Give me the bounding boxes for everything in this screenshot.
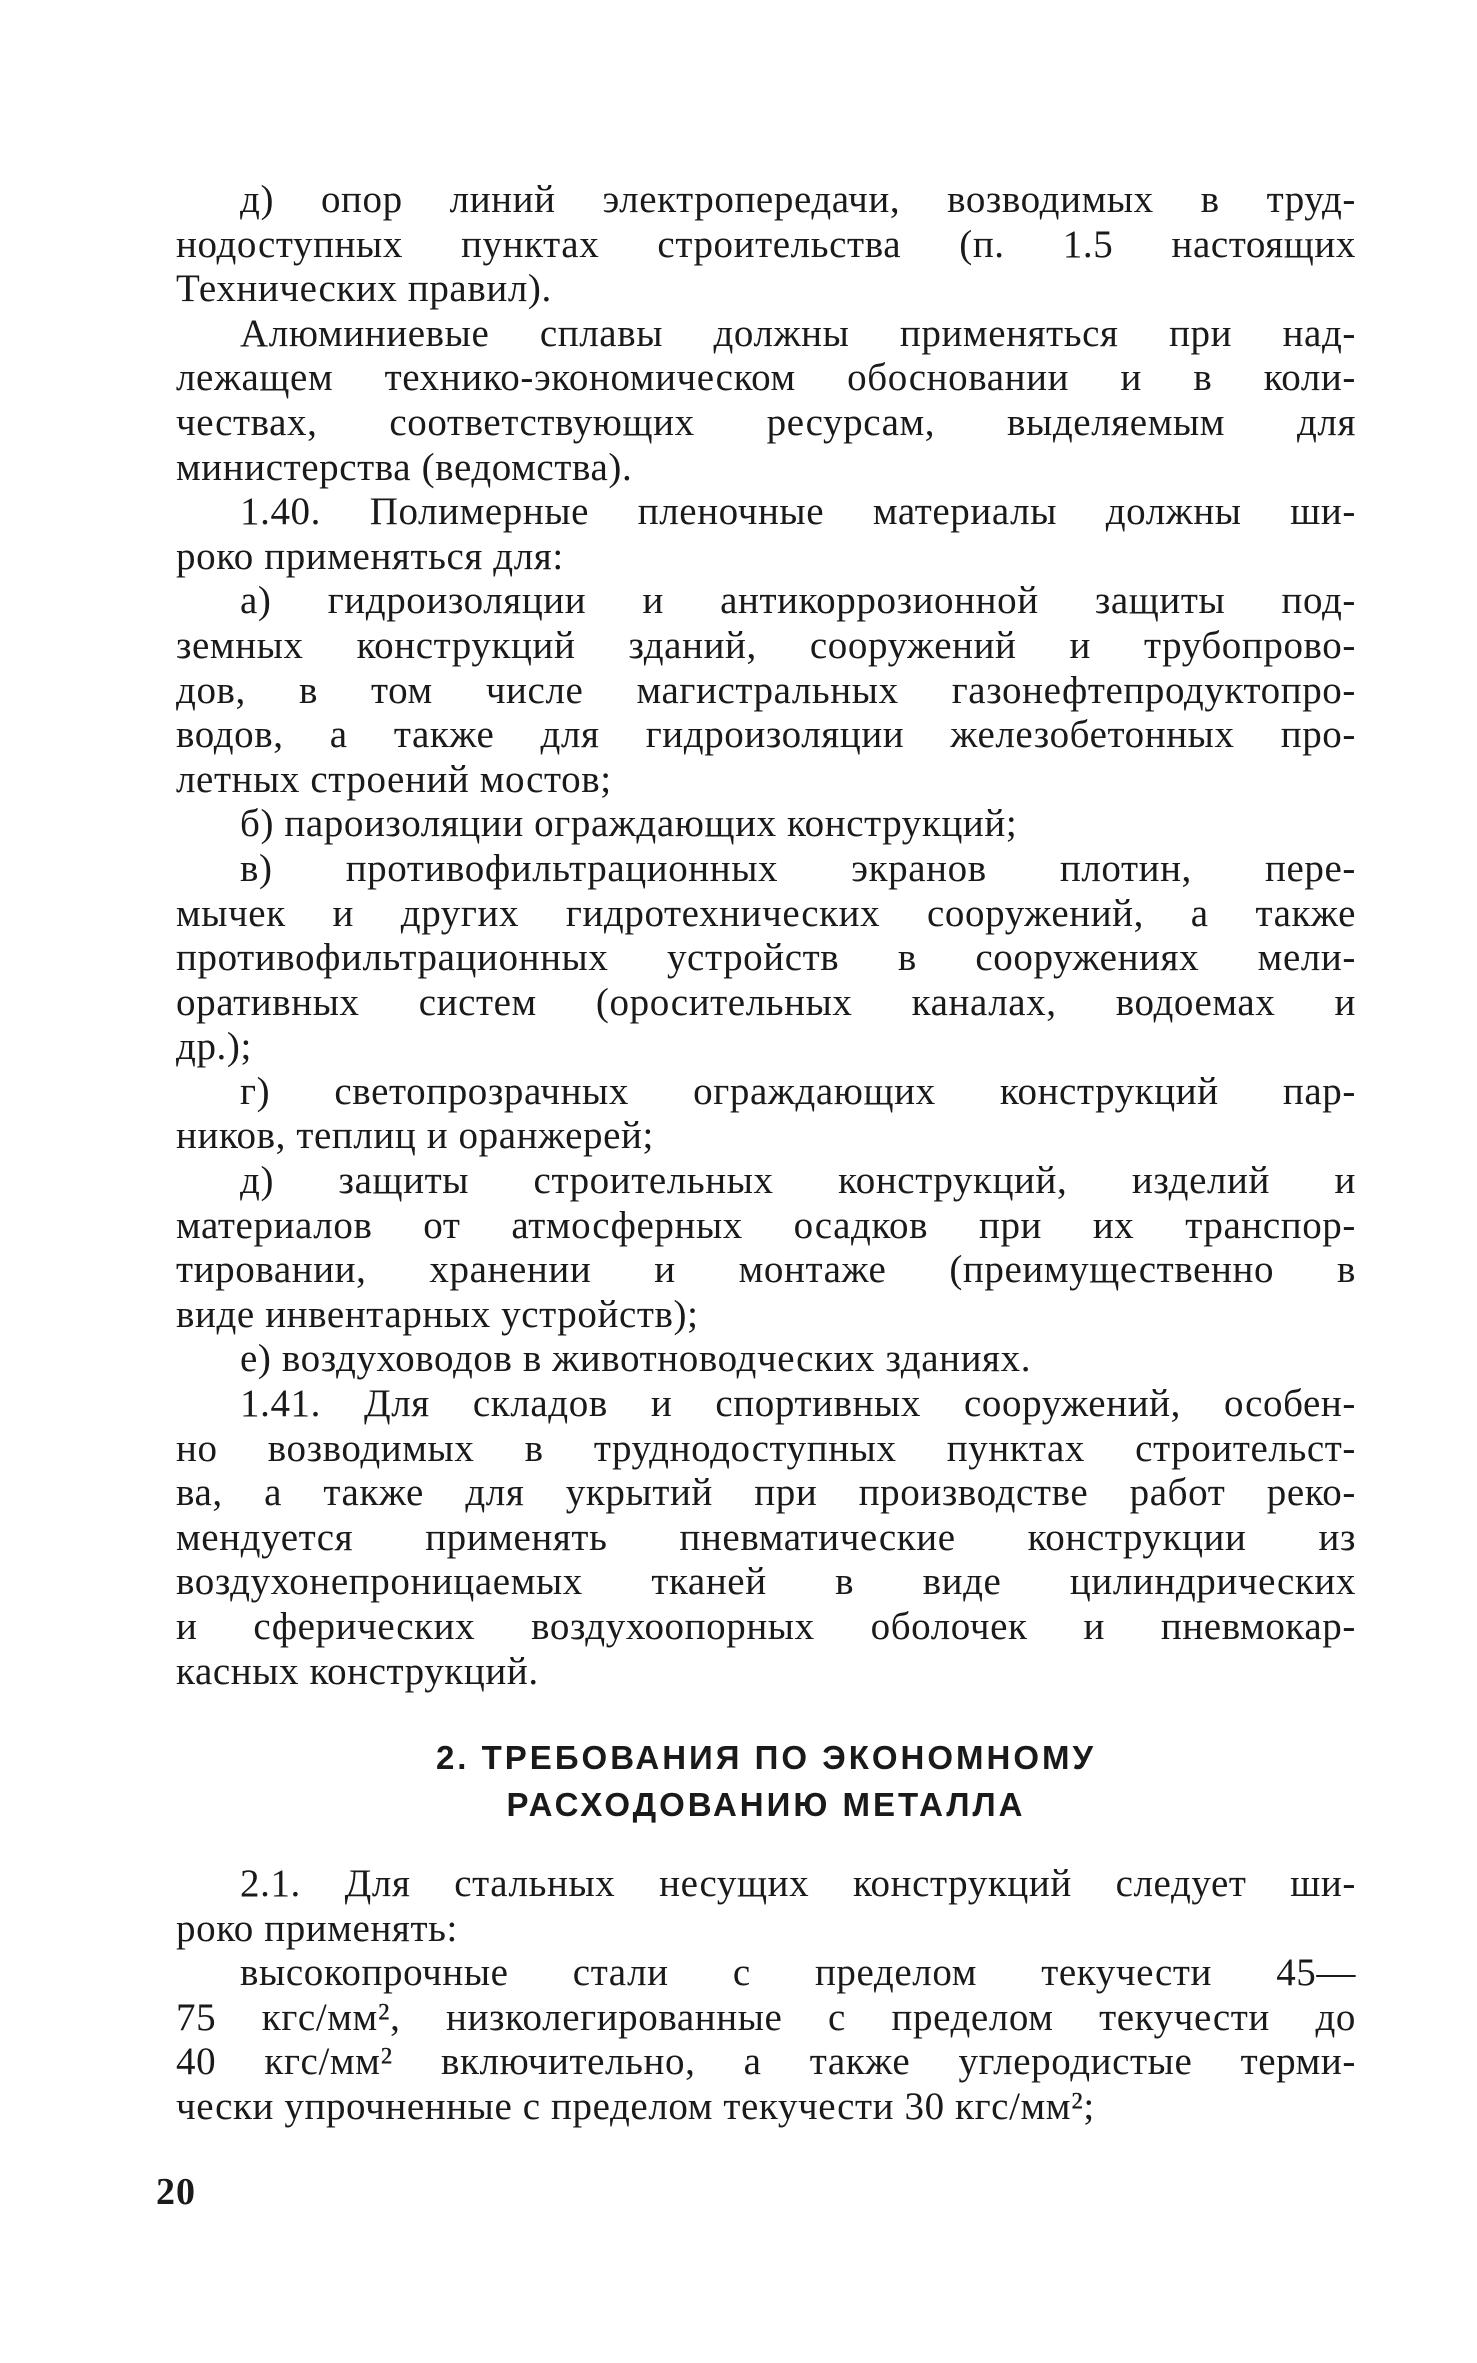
- text-line: е) воздуховодов в животноводческих зданиях.: [240, 1337, 1032, 1381]
- section-heading-line-2: РАСХОДОВАНИЮ МЕТАЛЛА: [506, 1786, 1026, 1823]
- text-line: и сферических воздухоопорных оболочек и пневмокар-: [176, 1605, 1356, 1648]
- text-line: ва, а также для укрытий при производстве работ реко-: [176, 1471, 1356, 1515]
- body-text-block-1: [176, 178, 1356, 1694]
- text-line: ников, теплиц и оранжерей;: [176, 1114, 654, 1158]
- section-heading-line-1: 2. ТРЕБОВАНИЯ ПО ЭКОНОМНОМУ: [435, 1739, 1097, 1776]
- text-line: касных конструкций.: [176, 1649, 539, 1693]
- text-line: чески упрочненные с пределом текучести 30 кгс/мм²;: [176, 2084, 1095, 2128]
- text-line: д) защиты строительных конструкций, изделий и: [240, 1159, 1356, 1203]
- text-line: роко применять:: [176, 1906, 458, 1950]
- text-line: чествах, соответствующих ресурсам, выделяемым для: [176, 400, 1356, 444]
- text-line: мычек и других гидротехнических сооружений, а также: [176, 891, 1356, 935]
- text-line: виде инвентарных устройств);: [176, 1292, 699, 1336]
- text-line: 2.1. Для стальных несущих конструкций следует ши-: [240, 1862, 1356, 1905]
- page-number: 20: [156, 2171, 196, 2213]
- text-line: материалов от атмосферных осадков при их транспор-: [176, 1203, 1356, 1247]
- text-line: противофильтрационных устройств в сооружениях мели-: [176, 936, 1356, 980]
- text-line: а) гидроизоляции и антикоррозионной защиты под-: [240, 579, 1356, 623]
- text-line: мендуется применять пневматические конструкции из: [176, 1515, 1356, 1559]
- text-line: г) светопрозрачных ограждающих конструкций пар-: [240, 1069, 1356, 1113]
- text-line: роко применяться для:: [176, 534, 564, 578]
- text-line: министерства (ведомства).: [176, 445, 633, 489]
- text-line: в) противофильтрационных экранов плотин, пере-: [240, 846, 1356, 890]
- text-line: 75 кгс/мм², низколегированные с пределом текучести до: [176, 1995, 1356, 2039]
- text-line: б) пароизоляции ограждающих конструкций;: [240, 802, 1018, 846]
- text-line: 1.41. Для складов и спортивных сооружений, особен-: [240, 1382, 1356, 1426]
- text-line: др.);: [176, 1025, 252, 1069]
- text-line: Алюминиевые сплавы должны применяться при над-: [240, 311, 1356, 355]
- body-text-block-2: [176, 1862, 1356, 2130]
- text-line: тировании, хранении и монтаже (преимущественно в: [176, 1248, 1356, 1292]
- text-line: земных конструкций зданий, сооружений и трубопрово-: [176, 623, 1356, 667]
- text-line: оративных систем (оросительных каналах, водоемах и: [176, 980, 1356, 1024]
- section-heading: [176, 1734, 1356, 1828]
- text-line: 40 кгс/мм² включительно, а также углеродистые терми-: [176, 2040, 1356, 2084]
- text-line: д) опор линий электропередачи, возводимых в труд-: [240, 178, 1356, 221]
- text-line: лежащем технико-экономическом обосновании и в коли-: [176, 356, 1356, 400]
- text-line: Технических правил).: [176, 267, 552, 311]
- text-line: воздухонепроницаемых тканей в виде цилиндрических: [176, 1560, 1356, 1604]
- text-line: но возводимых в труднодоступных пунктах строительст-: [176, 1426, 1356, 1470]
- text-line: высокопрочные стали с пределом текучести 45—: [240, 1951, 1356, 1995]
- text-line: дов, в том числе магистральных газонефтепродуктопро-: [176, 668, 1356, 712]
- text-line: 1.40. Полимерные пленочные материалы должны ши-: [240, 490, 1356, 534]
- text-line: летных строений мостов;: [176, 757, 612, 801]
- text-line: водов, а также для гидроизоляции железобетонных про-: [176, 713, 1356, 757]
- text-line: нодоступных пунктах строительства (п. 1.5 настоящих: [176, 222, 1356, 266]
